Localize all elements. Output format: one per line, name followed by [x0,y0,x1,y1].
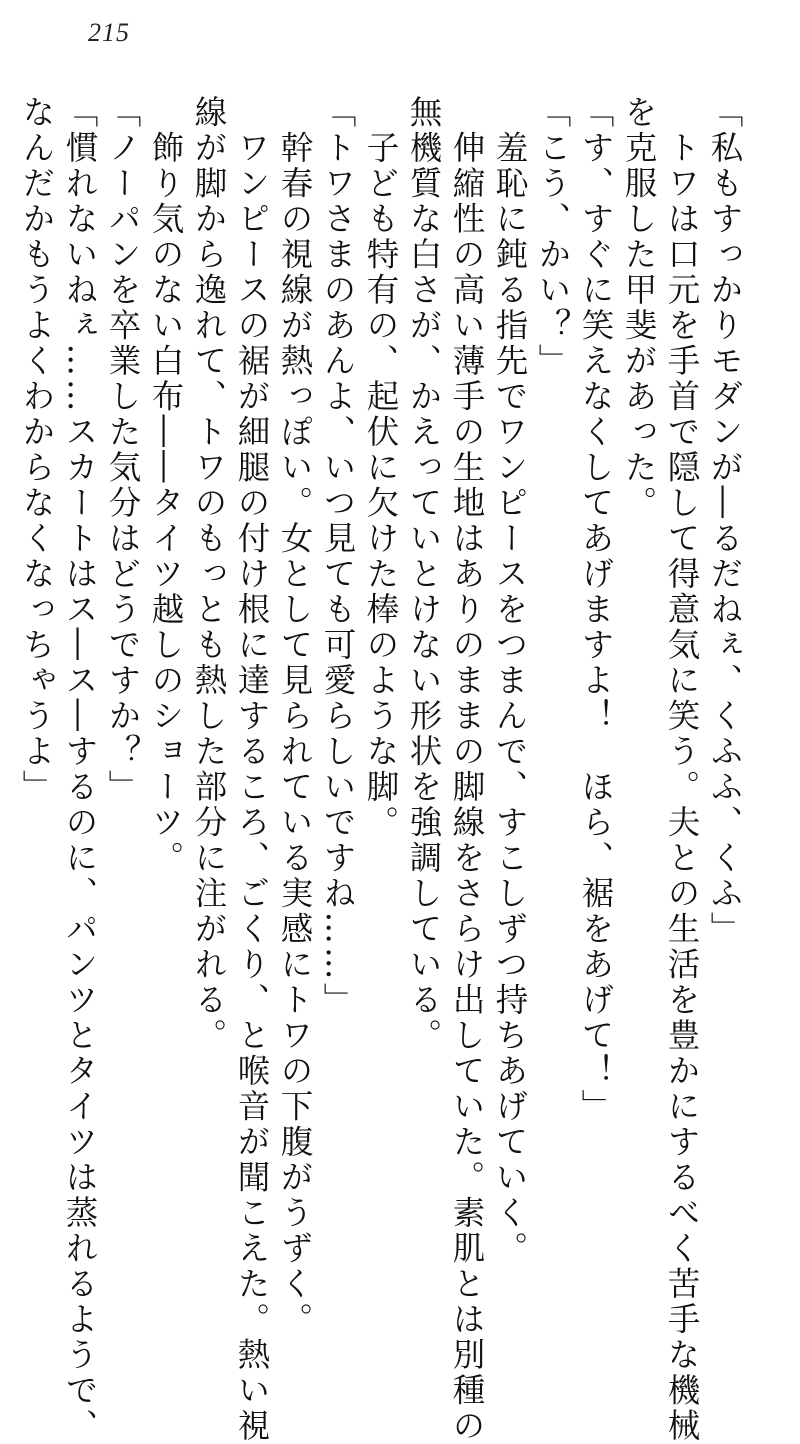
text-line: ワンピースの裾が細腿の付け根に達するころ、ごくり、と喉音が聞こえた。熱い視 [233,95,271,1444]
text-line: 「こう、かい？」 [534,95,572,379]
text-line: 幹春の視線が熱っぽい。女として見られている実感にトワの下腹がうずく。 [276,95,314,1338]
text-line: 「私もすっかりモダンが―るだねぇ、くふふ、くふ」 [706,95,744,947]
text-line: 伸縮性の高い薄手の生地はありのままの脚線をさらけ出していた。素肌とは別種の [448,95,486,1444]
text-line: 羞恥に鈍る指先でワンピースをつまんで、すこしずつ持ちあげていく。 [491,95,529,1267]
text-line: 無機質な白さが、かえっていとけない形状を強調している。 [405,95,443,1054]
text-line: 「す、すぐに笑えなくしてあげますよ！ ほら、裾をあげて！」 [577,95,615,1125]
text-line: 飾り気のない白布――タイツ越しのショーツ。 [147,95,185,876]
vertical-text-body [18,95,746,1444]
text-line: なんだかもうよくわからなくなっちゃうよ」 [18,95,56,805]
text-line: を克服した甲斐があった。 [620,95,658,521]
text-line: 「ノーパンを卒業した気分はどうですか？」 [104,95,142,805]
text-line: 線が脚から逸れて、トワのもっとも熱した部分に注がれる。 [190,95,228,1054]
text-line: 子ども特有の、起伏に欠けた棒のような脚。 [362,95,400,841]
text-line: 「慣れないねぇ……スカートはス―ス―するのに、パンツとタイツは蒸れるようで、 [61,95,99,1444]
page-number: 215 [88,18,130,47]
text-line: 「トワさまのあんよ、いつ見ても可愛らしいですね……」 [319,95,357,1018]
text-line: トワは口元を手首で隠して得意気に笑う。夫との生活を豊かにするべく苦手な機械 [663,95,701,1444]
